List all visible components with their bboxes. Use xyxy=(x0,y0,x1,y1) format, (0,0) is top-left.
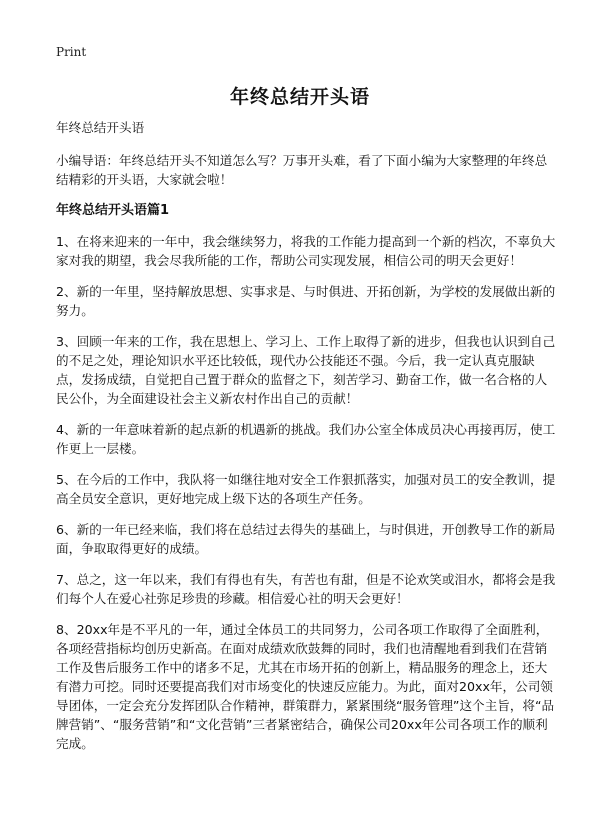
intro-paragraph: 小编导语：年终总结开头不知道怎么写？万事开头难，看了下面小编为大家整理的年终总结精彩的开头语，大家就会啦！ xyxy=(56,153,548,187)
page-title: 年终总结开头语 xyxy=(229,86,370,108)
paragraph-7: 7、总之，这一年以来，我们有得也有失，有苦也有甜，但是不论欢笑或泪水，都将会是我们每个人在爱心社弥足珍贵的珍藏。相信爱心社的明天会更好！ xyxy=(56,572,556,606)
paragraph-4: 4、新的一年意味着新的起点新的机遇新的挑战。我们办公室全体成员决心再接再厉，使工作更上一层楼。 xyxy=(56,422,556,456)
paragraph-5: 5、在今后的工作中，我队将一如继往地对安全工作狠抓落实，加强对员工的安全教训，提高全员安全意识，更好地完成上级下达的各项生产任务。 xyxy=(56,472,556,506)
section-heading: 年终总结开头语篇1 xyxy=(56,203,170,218)
article-subtitle: 年终总结开头语 xyxy=(56,120,145,135)
paragraph-3: 3、回顾一年来的工作，我在思想上、学习上、工作上取得了新的进步，但我也认识到自己的不足之处，理论知识水平还比较低，现代办公技能还不强。今后，我一定认真克服缺点，发扬成绩，自觉把自己置于群众的监督之下，刻苦学习、勤奋工作，做一名合格的人民公仆，为全面建设社会主义新农村作出自己的贡献！ xyxy=(56,334,556,406)
paragraph-2: 2、新的一年里，坚持解放思想、实事求是、与时俱进、开拓创新，为学校的发展做出新的努力。 xyxy=(56,284,556,318)
article-body xyxy=(56,118,556,765)
paragraph-8: 8、20xx年是不平凡的一年，通过全体员工的共同努力，公司各项工作取得了全面胜利，各项经营指标均创历史新高。在面对成绩欢欣鼓舞的同时，我们也清醒地看到我们在营销工作及售后服务工作中的诸多不足，尤其在市场开拓的创新上，精品服务的理念上，还大有潜力可挖。同时还要提高我们对市场变化的快速反应能力。为此，面对20xx年，公司领导团体，一定会充分发挥团队合作精神，群策群力，紧紧围绕“服务管理”这个主旨，将“品牌营销”、“服务营销”和“文化营销”三者紧密结合，确保公司20xx年公司各项工作的顺利完成。 xyxy=(56,622,555,751)
paragraph-6: 6、新的一年已经来临，我们将在总结过去得失的基础上，与时俱进，开创教导工作的新局面，争取取得更好的成绩。 xyxy=(56,522,556,556)
paragraph-1: 1、在将来迎来的一年中，我会继续努力，将我的工作能力提高到一个新的档次，不辜负大家对我的期望，我会尽我所能的工作，帮助公司实现发展，相信公司的明天会更好！ xyxy=(56,234,556,268)
print-link[interactable]: Print xyxy=(56,45,87,59)
